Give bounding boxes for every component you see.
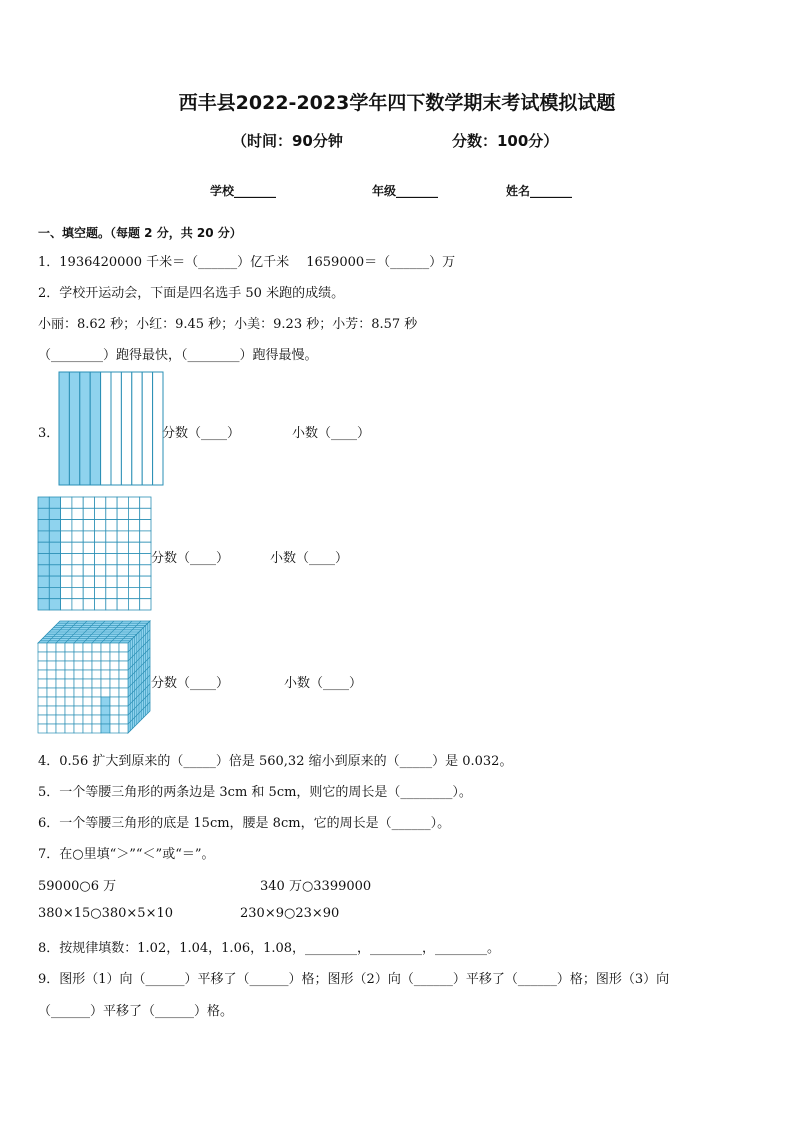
cube-front-cell: [74, 715, 83, 724]
cube-front-cell: [65, 670, 74, 679]
cube-front-cell: [38, 643, 47, 652]
grid-cell: [128, 587, 139, 598]
grid-cell: [61, 531, 72, 542]
cube-front-cell: [92, 643, 101, 652]
cube-front-cell: [101, 661, 110, 670]
question-8: 8．按规律填数：1.02，1.04，1.06，1.08，________，________，________。: [38, 941, 501, 956]
question-2-scores: 小丽：8.62 秒；小红：9.45 秒；小美：9.23 秒；小芳：8.57 秒: [38, 317, 418, 332]
grid-cell: [95, 531, 106, 542]
cube-front-cell: [65, 706, 74, 715]
grid-cell: [83, 576, 94, 587]
cube-front-cell: [101, 688, 110, 697]
cube-front-cell: [56, 715, 65, 724]
cube-front-cell: [119, 679, 128, 688]
cube-front-cell: [47, 652, 56, 661]
cube-front-cell: [56, 643, 65, 652]
grid-cell: [106, 508, 117, 519]
strip-cell: [121, 372, 131, 485]
grid-cell: [95, 497, 106, 508]
grid-cell: [49, 576, 60, 587]
cube-front-cell: [65, 697, 74, 706]
school-field[interactable]: 学校_______: [210, 184, 277, 198]
grid-cell: [49, 520, 60, 531]
strip-cell: [59, 372, 69, 485]
question-6: 6．一个等腰三角形的底是 15cm，腰是 8cm，它的周长是（______）。: [38, 816, 451, 831]
grid-cell: [95, 520, 106, 531]
grid-cell: [140, 497, 151, 508]
cube-front-cell: [92, 715, 101, 724]
grid-cell: [61, 565, 72, 576]
grid-cell: [61, 599, 72, 610]
cube-front-cell: [38, 715, 47, 724]
cube-front-cell: [110, 724, 119, 733]
cube-front-cell: [101, 652, 110, 661]
grid-cell: [83, 542, 94, 553]
grid-cell: [38, 520, 49, 531]
strip-cell: [80, 372, 90, 485]
exam-score: 分数：100分）: [452, 132, 559, 150]
grid-cell: [61, 554, 72, 565]
cube-front-cell: [56, 670, 65, 679]
grid-cell: [38, 587, 49, 598]
question-7-b: 340 万○3399000: [260, 879, 372, 894]
grid-cell: [72, 508, 83, 519]
cube-front-cell: [119, 724, 128, 733]
page-title: 西丰县2022-2023学年四下数学期末考试模拟试题: [178, 92, 616, 114]
grid-cell: [83, 565, 94, 576]
grid-cell: [106, 576, 117, 587]
cube-front-cell: [92, 697, 101, 706]
question-7-d: 230×9○23×90: [240, 906, 340, 921]
grid-cell: [128, 576, 139, 587]
grid-cell: [49, 565, 60, 576]
grid-cell: [106, 565, 117, 576]
cube-front-cell: [74, 688, 83, 697]
cube-front-cell: [119, 670, 128, 679]
grid-cell: [49, 554, 60, 565]
grid-cell: [38, 508, 49, 519]
question-5: 5．一个等腰三角形的两条边是 3cm 和 5cm，则它的周长是（________）。: [38, 785, 472, 800]
cube-front-cell: [47, 670, 56, 679]
grid-cell: [72, 599, 83, 610]
grid-cell: [128, 554, 139, 565]
cube-front-cell: [83, 688, 92, 697]
strip-cell: [111, 372, 121, 485]
grid-cell: [128, 565, 139, 576]
grid-cell: [117, 508, 128, 519]
cube-front-cell: [83, 643, 92, 652]
grid-cell: [95, 599, 106, 610]
cube-front-cell: [83, 724, 92, 733]
cube-front-cell: [74, 643, 83, 652]
cube-front-cell: [119, 715, 128, 724]
cube-front-cell: [83, 670, 92, 679]
grid-cell: [72, 587, 83, 598]
cube-front-cell: [83, 706, 92, 715]
grid-cell: [95, 542, 106, 553]
cube-front-cell: [119, 688, 128, 697]
cube-front-cell: [83, 652, 92, 661]
grid-cell: [140, 576, 151, 587]
grid-cell: [140, 520, 151, 531]
grid-cell: [61, 497, 72, 508]
cube-front-cell: [92, 706, 101, 715]
fig2-fraction-blank: 分数（____）: [151, 551, 230, 566]
grid-cell: [49, 587, 60, 598]
cube-front-cell: [47, 688, 56, 697]
grid-cell: [49, 497, 60, 508]
cube-front-cell: [65, 643, 74, 652]
fig1-fraction-blank: 分数（____）: [162, 426, 241, 441]
grid-cell: [61, 520, 72, 531]
cube-front-cell: [119, 643, 128, 652]
cube-front-cell: [83, 715, 92, 724]
cube-front-cell: [110, 679, 119, 688]
cube-front-cell: [56, 706, 65, 715]
cube-front-cell: [110, 661, 119, 670]
grid-cell: [83, 587, 94, 598]
fig1-decimal-blank: 小数（____）: [292, 426, 371, 441]
cube-front-cell: [56, 697, 65, 706]
question-3-number: 3．: [38, 426, 60, 441]
strip-cell: [69, 372, 79, 485]
cube-front-cell: [101, 679, 110, 688]
cube-front-cell: [65, 679, 74, 688]
grid-cell: [83, 554, 94, 565]
grid-cell: [106, 497, 117, 508]
cube-front-cell: [83, 679, 92, 688]
cube-front-cell: [101, 643, 110, 652]
section-heading: 一、填空题。（每题 2 分，共 20 分）: [38, 226, 242, 240]
cube-front-cell: [110, 706, 119, 715]
cube-front-cell: [110, 670, 119, 679]
grid-cell: [95, 554, 106, 565]
name-field[interactable]: 姓名_______: [506, 184, 573, 198]
cube-front-cell: [110, 715, 119, 724]
grid-cell: [38, 531, 49, 542]
grid-cell: [72, 554, 83, 565]
cube-front-cell: [74, 652, 83, 661]
cube-front-cell: [38, 697, 47, 706]
grid-cell: [83, 508, 94, 519]
grid-cell: [38, 576, 49, 587]
cube-front-cell: [110, 652, 119, 661]
cube-front-cell: [47, 643, 56, 652]
cube-front-cell: [101, 697, 110, 706]
grid-cell: [95, 565, 106, 576]
grid-cell: [117, 520, 128, 531]
cube-front-cell: [38, 652, 47, 661]
cube-front-cell: [47, 661, 56, 670]
grid-cell: [117, 531, 128, 542]
cube-front-cell: [119, 652, 128, 661]
grid-cell: [72, 497, 83, 508]
cube-front-cell: [38, 688, 47, 697]
cube-front-cell: [56, 688, 65, 697]
cube-front-cell: [56, 679, 65, 688]
grid-cell: [72, 520, 83, 531]
cube-front-cell: [74, 679, 83, 688]
cube-front-cell: [56, 724, 65, 733]
grid-cell: [106, 554, 117, 565]
grid-cell: [117, 542, 128, 553]
cube-front-cell: [47, 697, 56, 706]
grid-cell: [117, 587, 128, 598]
grid-cell: [128, 531, 139, 542]
grid-cell: [49, 542, 60, 553]
cube-front-cell: [38, 670, 47, 679]
cube-front-cell: [101, 706, 110, 715]
grid-cell: [140, 531, 151, 542]
grid-cell: [38, 554, 49, 565]
fig3-fraction-blank: 分数（____）: [151, 676, 230, 691]
cube-figure: [37, 620, 153, 737]
grid-cell: [38, 497, 49, 508]
grid-cell: [140, 554, 151, 565]
grid-cell: [106, 542, 117, 553]
grid-cell: [72, 565, 83, 576]
fig2-decimal-blank: 小数（____）: [270, 551, 349, 566]
cube-front-cell: [92, 670, 101, 679]
grid-cell: [117, 565, 128, 576]
cube-front-cell: [38, 706, 47, 715]
cube-front-cell: [101, 715, 110, 724]
grid-cell: [106, 531, 117, 542]
grid-cell: [117, 576, 128, 587]
cube-front-cell: [92, 661, 101, 670]
grid-cell: [95, 587, 106, 598]
grid-cell: [38, 565, 49, 576]
grid-cell: [61, 576, 72, 587]
grid-cell: [38, 542, 49, 553]
cube-front-cell: [92, 679, 101, 688]
grid-cell: [140, 599, 151, 610]
grid-cell: [83, 599, 94, 610]
cube-front-cell: [110, 643, 119, 652]
grid-cell: [117, 599, 128, 610]
exam-time: （时间：90分钟: [232, 132, 343, 150]
cube-front-cell: [92, 724, 101, 733]
cube-front-cell: [65, 715, 74, 724]
cube-front-cell: [38, 661, 47, 670]
strip-cell: [101, 372, 111, 485]
cube-front-cell: [74, 724, 83, 733]
cube-front-cell: [74, 697, 83, 706]
cube-front-cell: [110, 688, 119, 697]
grid-cell: [38, 599, 49, 610]
grid-cell: [72, 531, 83, 542]
grid-cell: [140, 542, 151, 553]
cube-front-cell: [92, 652, 101, 661]
cube-front-cell: [65, 652, 74, 661]
question-9-line2: （______）平移了（______）格。: [38, 1004, 234, 1019]
cube-front-cell: [74, 661, 83, 670]
grid-cell: [61, 508, 72, 519]
grid-cell: [106, 520, 117, 531]
grid-cell: [49, 531, 60, 542]
strip-cell: [132, 372, 142, 485]
cube-front-cell: [65, 661, 74, 670]
strip-cell: [90, 372, 100, 485]
cube-front-cell: [56, 661, 65, 670]
grid-cell: [117, 497, 128, 508]
cube-front-cell: [56, 652, 65, 661]
hundred-grid-figure: [37, 496, 153, 611]
strip-figure: [58, 371, 164, 486]
grid-cell: [83, 531, 94, 542]
grid-cell: [140, 587, 151, 598]
question-2: 2．学校开运动会，下面是四名选手 50 米跑的成绩。: [38, 286, 345, 301]
grid-cell: [140, 508, 151, 519]
grid-cell: [72, 576, 83, 587]
question-1: 1．1936420000 千米＝（______）亿千米 1659000＝（______）万: [38, 255, 456, 270]
grid-cell: [117, 554, 128, 565]
fig3-decimal-blank: 小数（____）: [284, 676, 363, 691]
cube-front-cell: [92, 688, 101, 697]
cube-front-cell: [38, 724, 47, 733]
question-7-c: 380×15○380×5×10: [38, 906, 174, 921]
grid-cell: [128, 497, 139, 508]
question-7: 7．在○里填“＞”“＜”或“＝”。: [38, 847, 215, 862]
grid-cell: [128, 542, 139, 553]
cube-front-cell: [74, 706, 83, 715]
question-4: 4．0.56 扩大到原来的（_____）倍是 560,32 缩小到原来的（_____）是 0.032。: [38, 754, 513, 769]
cube-front-cell: [101, 724, 110, 733]
cube-front-cell: [110, 697, 119, 706]
grid-cell: [128, 508, 139, 519]
grid-cell: [95, 508, 106, 519]
grid-cell: [106, 599, 117, 610]
grid-cell: [83, 520, 94, 531]
grid-cell: [128, 520, 139, 531]
grid-cell: [83, 497, 94, 508]
grid-cell: [106, 587, 117, 598]
cube-front-cell: [47, 706, 56, 715]
cube-front-cell: [119, 697, 128, 706]
cube-front-cell: [47, 679, 56, 688]
grid-cell: [95, 576, 106, 587]
cube-front-cell: [83, 661, 92, 670]
cube-front-cell: [119, 706, 128, 715]
grid-cell: [72, 542, 83, 553]
grid-cell: [49, 508, 60, 519]
strip-cell: [142, 372, 152, 485]
grid-cell: [49, 599, 60, 610]
cube-front-cell: [47, 715, 56, 724]
cube-front-cell: [101, 670, 110, 679]
grid-cell: [61, 542, 72, 553]
grid-cell: [61, 587, 72, 598]
cube-front-cell: [47, 724, 56, 733]
cube-front-cell: [119, 661, 128, 670]
cube-front-cell: [65, 724, 74, 733]
cube-front-cell: [83, 697, 92, 706]
grid-cell: [128, 599, 139, 610]
grade-field[interactable]: 年级_______: [372, 184, 439, 198]
question-2-blanks: （________）跑得最快，（________）跑得最慢。: [38, 348, 318, 363]
grid-cell: [140, 565, 151, 576]
cube-front-cell: [74, 670, 83, 679]
cube-front-cell: [38, 679, 47, 688]
question-9-line1: 9．图形（1）向（______）平移了（______）格；图形（2）向（______）平移了（______）格；图形（3）向: [38, 972, 670, 987]
cube-front-cell: [65, 688, 74, 697]
question-7-a: 59000○6 万: [38, 879, 117, 894]
